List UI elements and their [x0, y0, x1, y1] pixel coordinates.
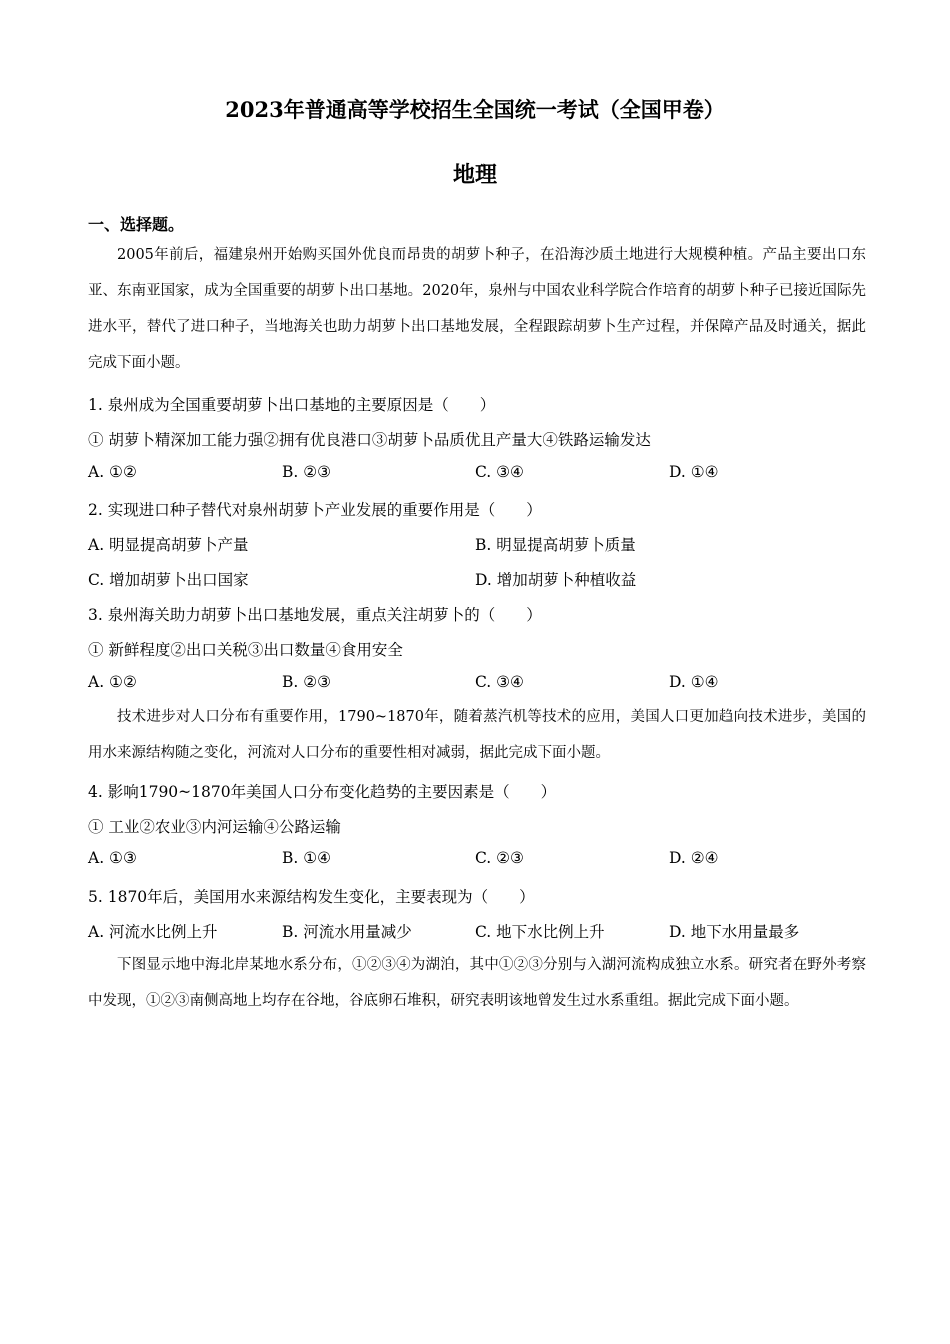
passage-1: 2005年前后，福建泉州开始购买国外优良而昂贵的胡萝卜种子，在沿海沙质土地进行大规模种植。产品主要出口东亚、东南亚国家，成为全国重要的胡萝卜出口基地。2020年，泉州与中国农业科学院合作培育的胡萝卜种子已接近国际先进水平，替代了进口种子，当地海关也助力胡萝卜出口基地发展，全程跟踪胡萝卜生产过程，并保障产品及时通关，据此完成下面小题。: [88, 247, 866, 371]
question-3-option-b: B. ②③: [282, 673, 332, 691]
question-1-option-b: B. ②③: [282, 463, 332, 481]
question-3-stem: 3. 泉州海关助力胡萝卜出口基地发展，重点关注胡萝卜的（ ）: [88, 606, 542, 624]
question-4-option-c: C. ②③: [475, 849, 524, 867]
passage-2: 技术进步对人口分布有重要作用，1790~1870年，随着蒸汽机等技术的应用，美国人口更加趋向技术进步，美国的用水来源结构随之变化，河流对人口分布的重要性相对减弱，据此完成下面小题。: [88, 709, 866, 761]
question-3-option-d: D. ①④: [669, 673, 719, 691]
question-3-items: ① 新鲜程度②出口关税③出口数量④食用安全: [88, 641, 403, 659]
question-5-option-c: C. 地下水比例上升: [475, 923, 605, 941]
question-2-option-c: C. 增加胡萝卜出口国家: [88, 571, 249, 589]
question-5-stem: 5. 1870年后，美国用水来源结构发生变化，主要表现为（ ）: [88, 888, 535, 906]
question-2-option-b: B. 明显提高胡萝卜质量: [475, 536, 636, 554]
question-3-option-c: C. ③④: [475, 673, 524, 691]
question-2-option-a: A. 明显提高胡萝卜产量: [88, 536, 249, 554]
question-5-option-d: D. 地下水用量最多: [669, 923, 800, 941]
question-4-option-a: A. ①③: [88, 849, 137, 867]
question-2-option-d: D. 增加胡萝卜种植收益: [475, 571, 637, 589]
exam-title: 2023年普通高等学校招生全国统一考试（全国甲卷）: [225, 97, 725, 122]
question-5-option-b: B. 河流水用量减少: [282, 923, 412, 941]
section-heading: 一、选择题。: [88, 215, 185, 234]
question-1-option-d: D. ①④: [669, 463, 719, 481]
question-4-option-d: D. ②④: [669, 849, 719, 867]
subject-title: 地理: [452, 162, 497, 188]
question-4-option-b: B. ①④: [282, 849, 332, 867]
question-5-option-a: A. 河流水比例上升: [88, 923, 218, 941]
question-4-stem: 4. 影响1790~1870年美国人口分布变化趋势的主要因素是（ ）: [88, 783, 557, 801]
question-4-items: ① 工业②农业③内河运输④公路运输: [88, 818, 341, 836]
question-1-items: ① 胡萝卜精深加工能力强②拥有优良港口③胡萝卜品质优且产量大④铁路运输发达: [88, 431, 651, 449]
question-1-option-a: A. ①②: [88, 463, 137, 481]
question-1-stem: 1. 泉州成为全国重要胡萝卜出口基地的主要原因是（ ）: [88, 396, 496, 414]
passage-3: 下图显示地中海北岸某地水系分布，①②③④为湖泊，其中①②③分别与入湖河流构成独立水系。研究者在野外考察中发现，①②③南侧高地上均存在谷地，谷底卵石堆积，研究表明该地曾发生过水系重组。据此完成下面小题。: [88, 957, 866, 1009]
question-2-stem: 2. 实现进口种子替代对泉州胡萝卜产业发展的重要作用是（ ）: [88, 501, 542, 519]
question-3-option-a: A. ①②: [88, 673, 137, 691]
question-1-option-c: C. ③④: [475, 463, 524, 481]
